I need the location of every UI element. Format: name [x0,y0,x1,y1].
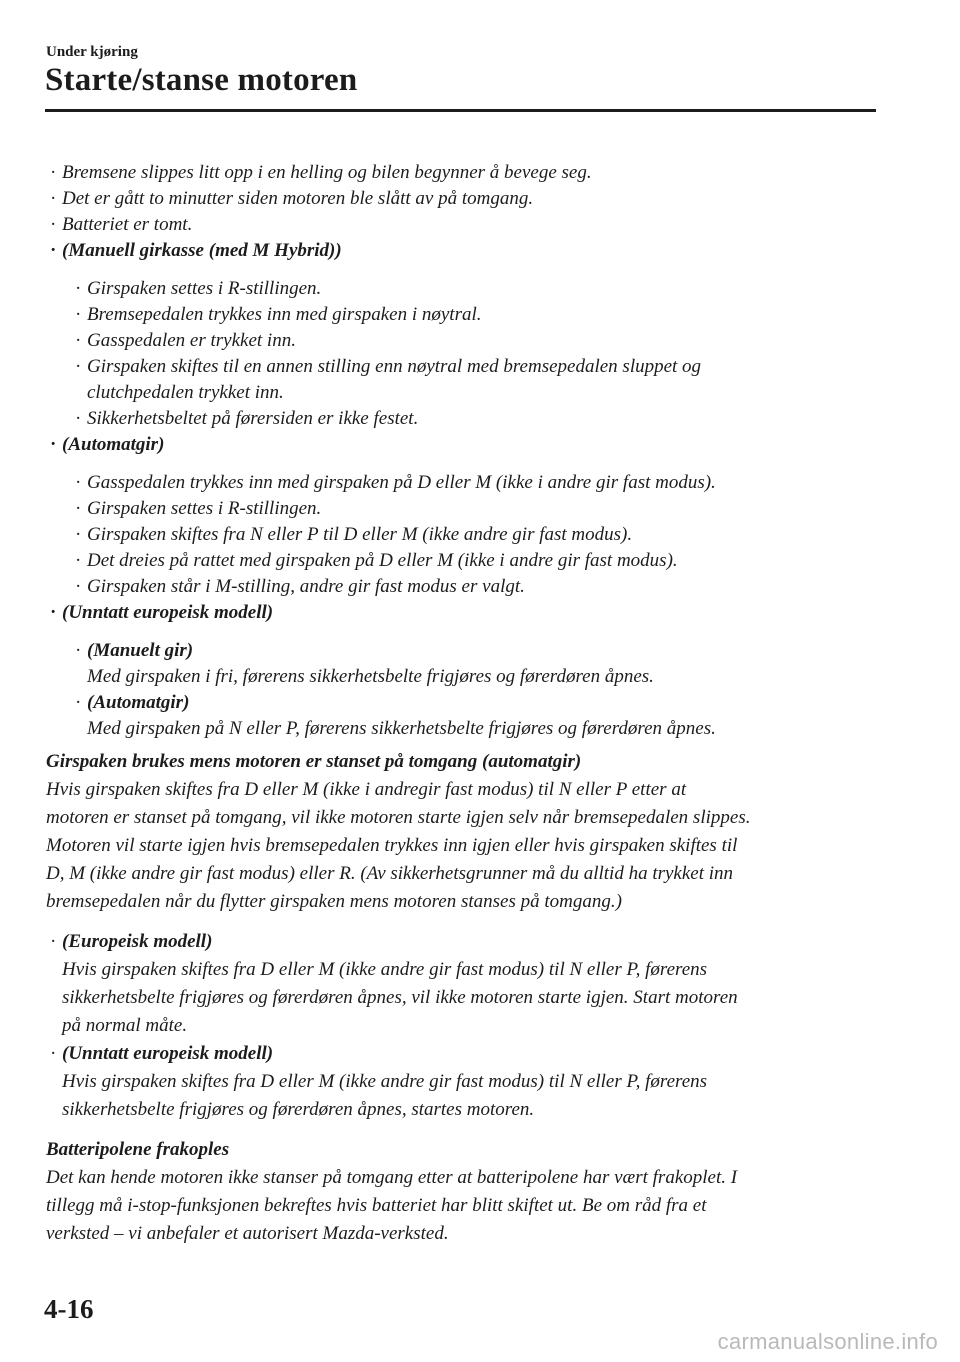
bullet-icon: · [50,931,57,952]
list-heading-manual: · (Manuell girkasse (med M Hybrid)) [46,238,886,264]
list-item: · Girspaken står i M-stilling, andre gir fast modus er valgt. [71,574,886,600]
paragraph-battery: Det kan hende motoren ikke stanser på tomgang etter at batteripolene har vært frakoplet. I tillegg må i-stop-funksjonen bekreftes hvis batteriet har blitt skiftet ut. Be om råd fra et verksted – vi anbefaler et autorisert Mazda-verksted. [46,1167,738,1244]
list-item: · Gasspedalen er trykket inn. [71,328,886,354]
paragraph-gear: Hvis girspaken skiftes fra D eller M (ikke i andregir fast modus) til N eller P etter at motoren er stanset på tomgang, vil ikke motoren starte igjen selv når bremsepedalen slippes. Motoren vil starte igjen hvis bremsepedalen trykkes inn igjen eller hvis girspaken skiftes til D, M (ikke andre gir fast modus) eller R. (Av sikkerhetsgrunner må du alltid ha trykket inn bremsepedalen når du flytter girspaken mens motoren stanses på tomgang.) [46,779,751,912]
bullet-icon: · [75,278,82,299]
bullet-icon: · [75,640,82,661]
list-item: · Det dreies på rattet med girspaken på D eller M (ikke i andre gir fast modus). [71,548,886,574]
list-item: · (Automatgir) Med girspaken på N eller P, førerens sikkerhetsbelte frigjøres og førerdøren åpnes. [75,692,716,739]
bullet-icon: · [50,240,57,261]
list-item: · Sikkerhetsbeltet på førersiden er ikke festet. [71,406,886,432]
bullet-icon: · [50,1043,57,1064]
bullet-icon: · [50,162,57,183]
bullet-icon: · [75,524,82,545]
list-item: · Girspaken skiftes til en annen stilling enn nøytral med bremsepedalen sluppet og clutchpedalen trykket inn. [75,356,702,403]
list-item: · (Unntatt europeisk modell) Hvis girspaken skiftes fra D eller M (ikke andre gir fast modus) til N eller P, førerens sikkerhetsbelte frigjøres og førerdøren åpnes, startes motoren. [46,1040,886,1124]
list-item: · Det er gått to minutter siden motoren ble slått av på tomgang. [46,186,886,212]
header-rule [45,109,876,112]
bullet-icon: · [50,434,57,455]
bullet-icon: · [50,602,57,623]
bullet-icon: · [75,304,82,325]
bullet-icon: · [50,214,57,235]
bullet-icon: · [75,408,82,429]
list-item: · Bremsene slippes litt opp i en helling og bilen begynner å bevege seg. [46,160,886,186]
page-content [46,160,886,1248]
list-item: · (Manuelt gir) Med girspaken i fri, førerens sikkerhetsbelte frigjøres og førerdøren åpnes. [75,640,654,687]
list-heading-auto: · (Automatgir) [46,432,886,458]
list-item: · Batteriet er tomt. [46,212,886,238]
list-item: · (Europeisk modell) Hvis girspaken skiftes fra D eller M (ikke andre gir fast modus) til N eller P, førerens sikkerhetsbelte frigjøres og førerdøren åpnes, vil ikke motoren starte igjen. Start motoren på normal måte. [46,928,886,1040]
list-heading-noneu: · (Unntatt europeisk modell) [46,600,886,626]
bullet-icon: · [75,472,82,493]
section-label: Under kjøring [46,44,138,60]
page-number: 4-16 [44,1294,94,1324]
bullet-icon: · [75,550,82,571]
bullet-icon: · [75,692,82,713]
bullet-icon: · [75,576,82,597]
bullet-icon: · [75,356,82,377]
section-title-battery: Batteripolene frakoples [46,1139,230,1160]
list-item: · Girspaken settes i R-stillingen. [71,496,886,522]
list-item: · Gasspedalen trykkes inn med girspaken på D eller M (ikke i andre gir fast modus). [71,470,886,496]
section-title-gear: Girspaken brukes mens motoren er stanset på tomgang (automatgir) [46,751,582,772]
list-item: · Girspaken skiftes fra N eller P til D eller M (ikke andre gir fast modus). [71,522,886,548]
watermark: carmanualsonline.info [717,1329,938,1354]
list-item: · Bremsepedalen trykkes inn med girspaken i nøytral. [71,302,886,328]
list-item: · Girspaken settes i R-stillingen. [71,276,886,302]
page-title: Starte/stanse motoren [45,62,358,98]
bullet-icon: · [75,330,82,351]
bullet-icon: · [50,188,57,209]
bullet-icon: · [75,498,82,519]
